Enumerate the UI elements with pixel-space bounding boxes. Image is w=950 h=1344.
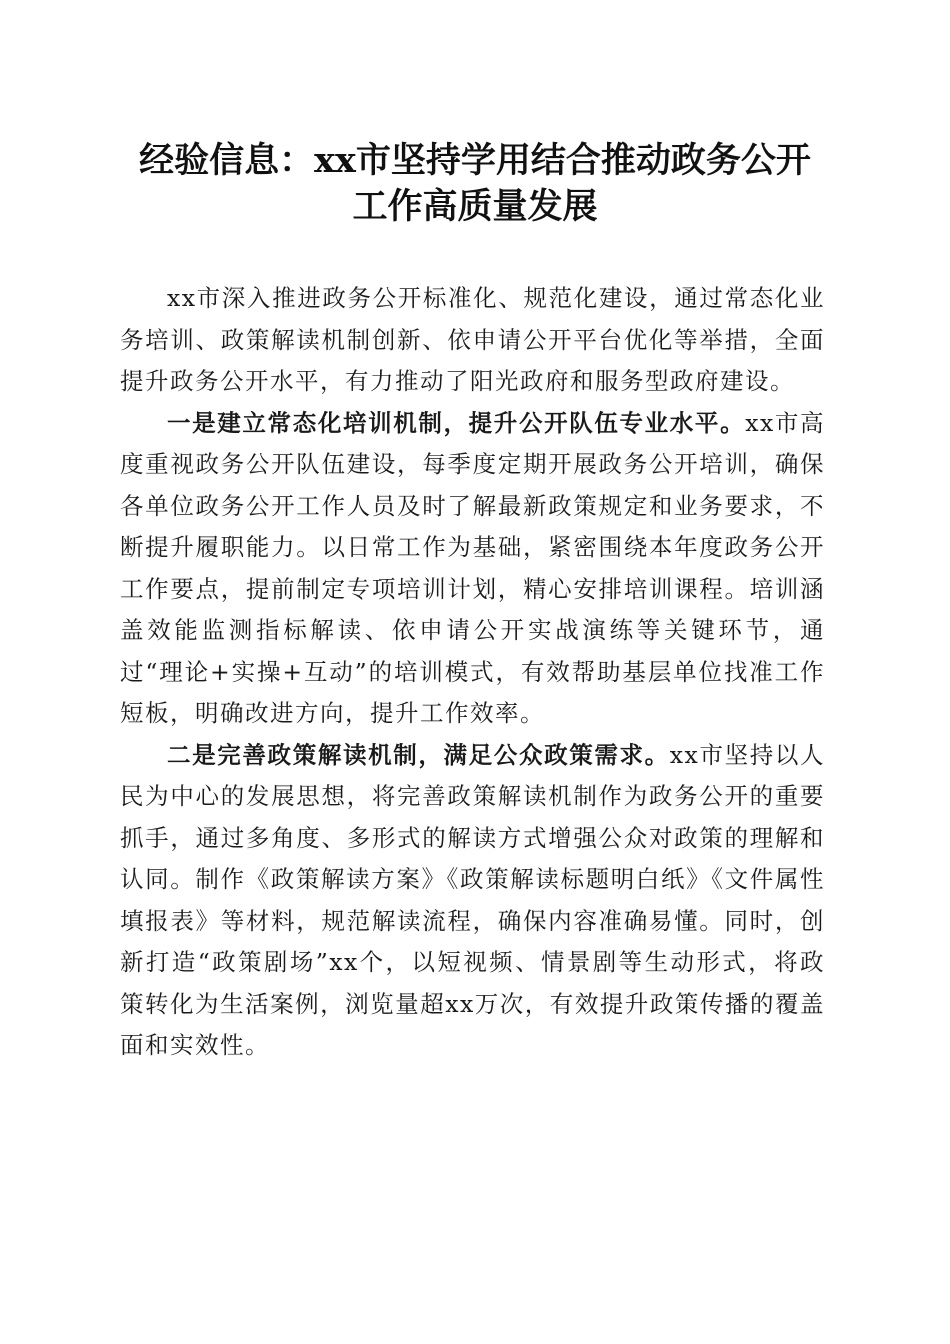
title-line-1: 经验信息：xx市坚持学用结合推动政务公开 xyxy=(139,140,811,181)
section-1-text: xx市高度重视政务公开队伍建设，每季度定期开展政务公开培训，确保各单位政务公开工作人员及时了解最新政策规定和业务要求，不断提升履职能力。以日常工作为基础，紧密围绕本年度政务公开工作要点，提前制定专项培训计划，精心安排培训课程。培训涵盖效能监测指标解读、依申请公开实战演练等关键环节，通过“理论+实操+互动”的培训模式，有效帮助基层单位找准工作短板，明确改进方向，提升工作效率。 xyxy=(120,408,826,727)
section-1-lead: 一是建立常态化培训机制，提升公开队伍专业水平。 xyxy=(167,408,746,437)
section-paragraph-2 xyxy=(120,735,825,1067)
title-line-2: 工作高质量发展 xyxy=(352,186,598,227)
document-title xyxy=(100,138,850,230)
section-paragraph-1 xyxy=(120,403,825,735)
section-2-text: xx市坚持以人民为中心的发展思想，将完善政策解读机制作为政务公开的重要抓手，通过多角度、多形式的解读方式增强公众对政策的理解和认同。制作《政策解读方案》《政策解读标题明白纸》《文件属性填报表》等材料，规范解读流程，确保内容准确易懂。同时，创新打造“政策剧场”xx个，以短视频、情景剧等生动形式，将政策转化为生活案例，浏览量超xx万次，有效提升政策传播的覆盖面和实效性。 xyxy=(120,740,825,1059)
section-2-lead: 二是完善政策解读机制，满足公众政策需求。 xyxy=(167,740,670,769)
intro-paragraph: xx市深入推进政务公开标准化、规范化建设，通过常态化业务培训、政策解读机制创新、依申请公开平台优化等举措，全面提升政务公开水平，有力推动了阳光政府和服务型政府建设。 xyxy=(120,284,825,395)
document-body xyxy=(120,278,825,1067)
